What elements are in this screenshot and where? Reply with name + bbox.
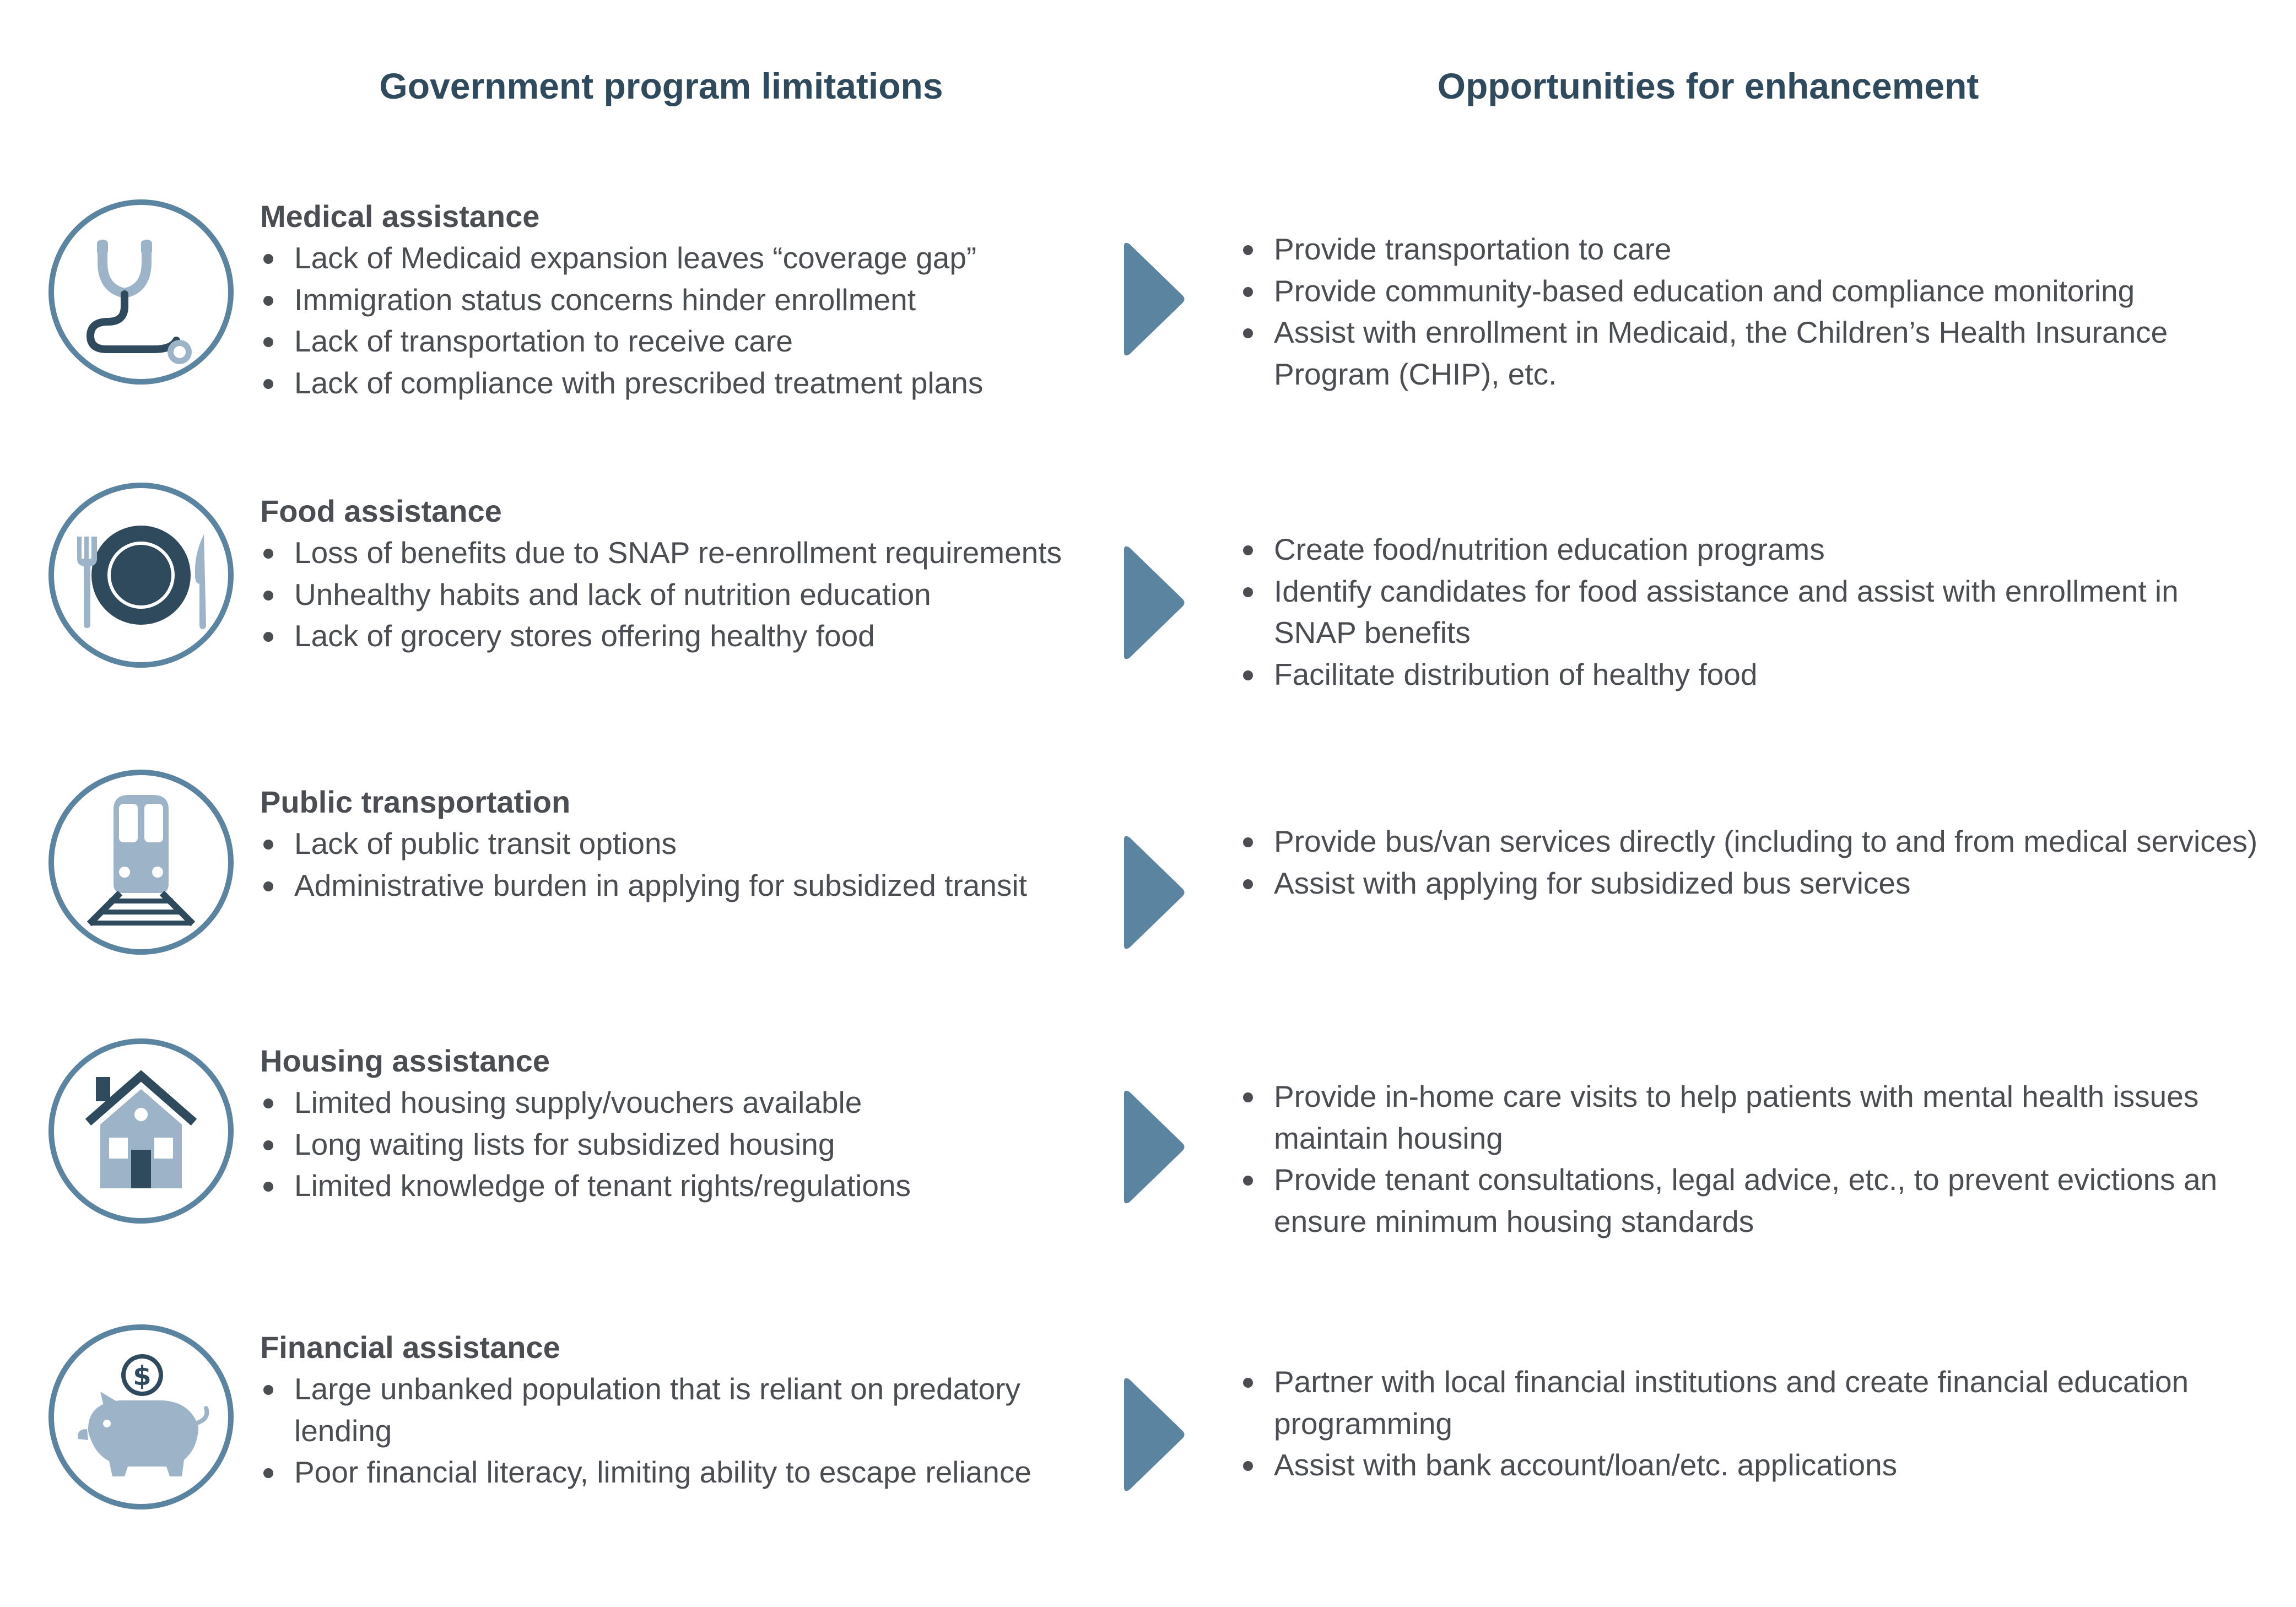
column-header-opportunities: Opportunities for enhancement [1437, 66, 1979, 106]
limitation-item: Poor financial literacy, limiting ability to escape reliance [260, 1452, 1120, 1494]
arrow-right-icon [1119, 1374, 1187, 1495]
category-title: Housing assistance [260, 1043, 550, 1078]
limitation-item: Limited housing supply/vouchers available [260, 1082, 1120, 1124]
house-icon [54, 1044, 228, 1218]
opportunity-item: Provide in-home care visits to help patients with mental health issues maintain housing [1240, 1076, 2265, 1159]
limitation-item: Limited knowledge of tenant rights/regulations [260, 1165, 1120, 1207]
opportunity-item: Assist with bank account/loan/etc. applications [1240, 1444, 2265, 1486]
limitations-medical [260, 196, 1120, 404]
arrow-right-icon [1119, 832, 1187, 953]
opportunities-medical [1240, 229, 2265, 395]
limitation-item: Lack of compliance with prescribed treatment plans [260, 362, 1120, 404]
opportunities-financial [1240, 1361, 2265, 1486]
limitation-item: Long waiting lists for subsidized housing [260, 1124, 1120, 1166]
limitation-item: Lack of grocery stores offering healthy food [260, 615, 1120, 657]
arrow-right-icon [1119, 239, 1187, 360]
limitation-item: Loss of benefits due to SNAP re-enrollment requirements [260, 532, 1120, 574]
category-title: Food assistance [260, 494, 502, 528]
opportunity-item: Assist with enrollment in Medicaid, the Children’s Health Insurance Program (CHIP), etc. [1240, 312, 2265, 395]
limitation-item: Lack of Medicaid expansion leaves “coverage gap” [260, 237, 1120, 279]
limitation-item: Unhealthy habits and lack of nutrition education [260, 574, 1120, 616]
limitations-public-transportation [260, 781, 1120, 906]
limitation-item: Administrative burden in applying for subsidized transit [260, 865, 1120, 907]
opportunity-item: Provide transportation to care [1240, 229, 2265, 270]
arrow-right-icon [1119, 542, 1187, 663]
piggy-bank-icon [54, 1330, 228, 1504]
icon-circle [48, 1038, 234, 1224]
limitation-item: Large unbanked population that is reliant on predatory lending [260, 1368, 1120, 1452]
arrow-right-icon [1119, 1086, 1187, 1208]
opportunities-housing [1240, 1076, 2265, 1242]
opportunity-item: Assist with applying for subsidized bus services [1240, 863, 2265, 905]
icon-circle [48, 199, 234, 385]
opportunity-item: Provide bus/van services directly (including to and from medical services) [1240, 821, 2265, 863]
column-header-limitations: Government program limitations [379, 66, 943, 106]
icon-circle [48, 483, 234, 668]
category-title: Public transportation [260, 784, 571, 819]
opportunities-public-transportation [1240, 821, 2265, 904]
opportunity-item: Provide tenant consultations, legal advice, etc., to prevent evictions an ensure minimum housing standards [1240, 1159, 2265, 1242]
opportunity-item: Provide community-based education and compliance monitoring [1240, 270, 2265, 312]
category-title: Medical assistance [260, 199, 540, 234]
limitations-food [260, 490, 1120, 657]
stethoscope-icon [54, 205, 228, 379]
limitation-item: Lack of transportation to receive care [260, 321, 1120, 362]
icon-circle [48, 770, 234, 955]
plate-fork-knife-icon [54, 488, 228, 662]
limitations-financial [260, 1327, 1120, 1494]
opportunity-item: Facilitate distribution of healthy food [1240, 654, 2265, 696]
category-title: Financial assistance [260, 1330, 560, 1365]
opportunity-item: Partner with local financial institutions and create financial education programming [1240, 1361, 2265, 1444]
limitation-item: Lack of public transit options [260, 823, 1120, 865]
icon-circle [48, 1324, 234, 1509]
limitation-item: Immigration status concerns hinder enrollment [260, 279, 1120, 321]
train-icon [54, 775, 228, 949]
limitations-housing [260, 1040, 1120, 1207]
opportunity-item: Create food/nutrition education programs [1240, 529, 2265, 571]
svg-text:$: $ [133, 1361, 152, 1392]
opportunity-item: Identify candidates for food assistance and assist with enrollment in SNAP benefits [1240, 571, 2265, 654]
opportunities-food [1240, 529, 2265, 695]
